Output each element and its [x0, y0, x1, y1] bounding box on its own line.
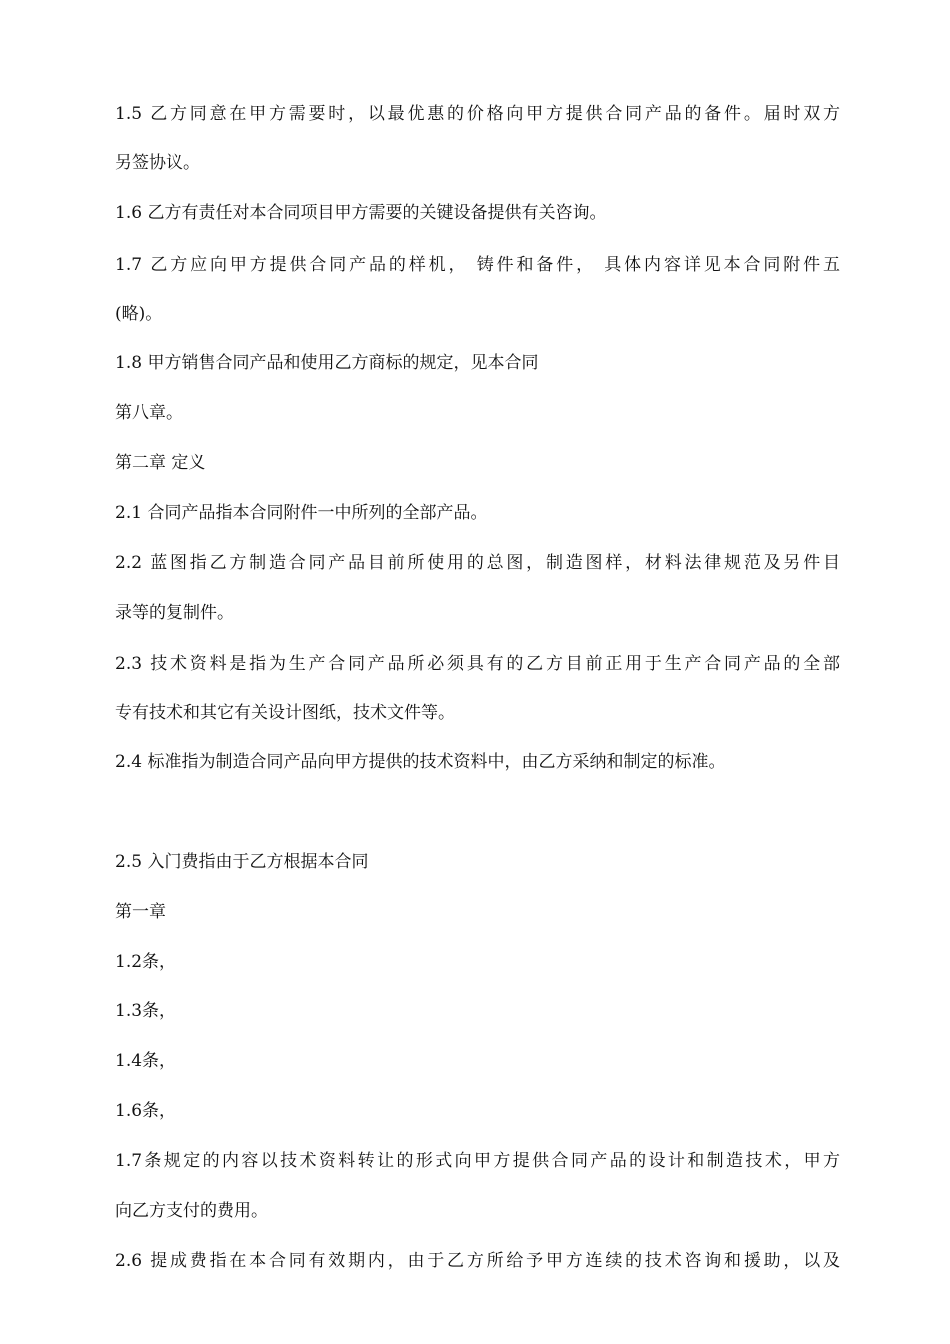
chapter-1-reference: 第一章: [115, 902, 166, 922]
paragraph-1-5-line-1: 1.5 乙方同意在甲方需要时，以最优惠的价格向甲方提供合同产品的备件。届时双方: [115, 104, 840, 124]
paragraph-2-2-line-2: 录等的复制件。: [115, 603, 234, 623]
paragraph-2-3-line-1: 2.3 技术资料是指为生产合同产品所必须具有的乙方目前正用于生产合同产品的全部: [115, 654, 840, 674]
paragraph-1-5-line-2: 另签协议。: [115, 153, 200, 173]
clause-1-4-reference: 1.4条，: [115, 1051, 177, 1071]
clause-1-7-reference: 1.7条规定的内容以技术资料转让的形式向甲方提供合同产品的设计和制造技术，甲方: [115, 1151, 840, 1171]
paragraph-1-7-line-2: (略)。: [115, 304, 163, 324]
paragraph-1-7-line-1: 1.7 乙方应向甲方提供合同产品的样机， 铸件和备件， 具体内容详见本合同附件五: [115, 255, 840, 275]
paragraph-2-5-line-2: 向乙方支付的费用。: [115, 1201, 268, 1221]
paragraph-1-8: 1.8 甲方销售合同产品和使用乙方商标的规定，见本合同: [115, 353, 539, 373]
clause-1-2-reference: 1.2条，: [115, 952, 177, 972]
paragraph-2-1: 2.1 合同产品指本合同附件一中所列的全部产品。: [115, 503, 488, 523]
clause-1-3-reference: 1.3条，: [115, 1001, 177, 1021]
clause-1-6-reference: 1.6条，: [115, 1101, 177, 1121]
paragraph-2-5-line-1: 2.5 入门费指由于乙方根据本合同: [115, 852, 369, 872]
paragraph-2-6-line-1: 2.6 提成费指在本合同有效期内，由于乙方所给予甲方连续的技术咨询和援助，以及: [115, 1251, 840, 1271]
chapter-8-reference: 第八章。: [115, 403, 183, 423]
chapter-2-heading: 第二章 定义: [115, 453, 206, 473]
paragraph-2-4: 2.4 标准指为制造合同产品向甲方提供的技术资料中，由乙方采纳和制定的标准。: [115, 752, 726, 772]
paragraph-2-3-line-2: 专有技术和其它有关设计图纸，技术文件等。: [115, 703, 455, 723]
paragraph-2-2-line-1: 2.2 蓝图指乙方制造合同产品目前所使用的总图，制造图样，材料法律规范及另件目: [115, 553, 840, 573]
paragraph-1-6: 1.6 乙方有责任对本合同项目甲方需要的关键设备提供有关咨询。: [115, 203, 607, 223]
